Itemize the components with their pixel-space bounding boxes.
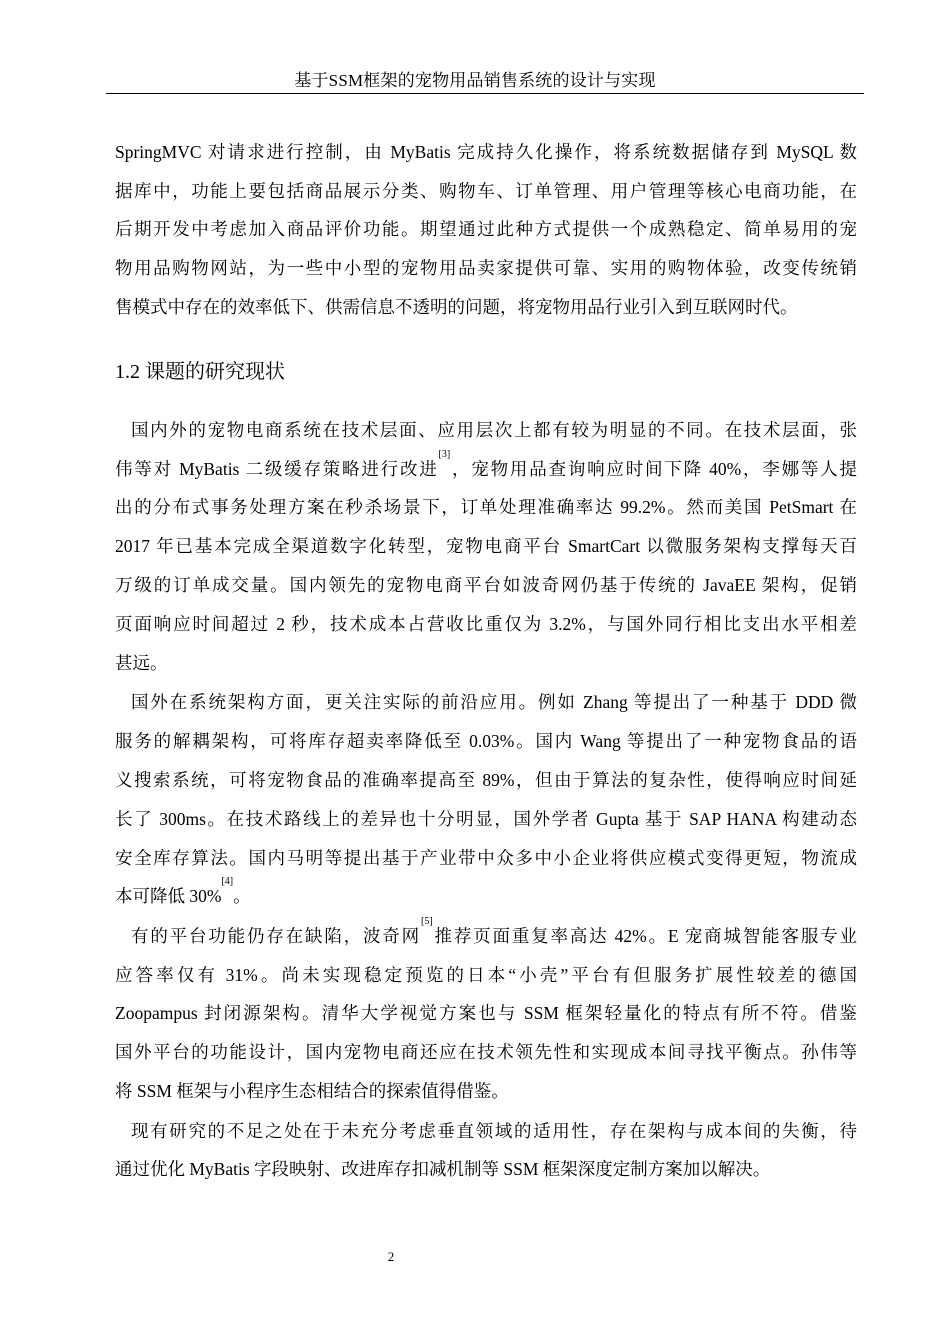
text-line: 通过优化 MyBatis 字段映射、改进库存扣减机制等 SSM 框架深度定制方案加以解决。 bbox=[115, 1159, 771, 1179]
text-line bbox=[115, 876, 857, 907]
text-line: Zoopampus 封闭源架构。清华大学视觉方案也与 SSM 框架轻量化的特点有所不符。借鉴 bbox=[115, 1003, 857, 1023]
text-line: 安全库存算法。国内马明等提出基于产业带中众多中小企业将供应模式变得更短，物流成 bbox=[115, 848, 857, 868]
text-line: 物用品购物网站，为一些中小型的宠物用品卖家提供可靠、实用的购物体验，改变传统销 bbox=[115, 258, 857, 278]
text-line: 现有研究的不足之处在于未充分考虑垂直领域的适用性，存在架构与成本间的失衡，待 bbox=[131, 1121, 857, 1141]
section-heading: 1.2 课题的研究现状 bbox=[115, 361, 285, 383]
text-line: 义搜索系统，可将宠物食品的准确率提高至 89%，但由于算法的复杂性，使得响应时间延 bbox=[115, 770, 857, 790]
text-line: SpringMVC 对请求进行控制，由 MyBatis 完成持久化操作，将系统数据储存到 MySQL 数 bbox=[115, 142, 857, 162]
page-number: 2 bbox=[387, 1249, 395, 1264]
text-line bbox=[131, 916, 857, 947]
text-line: 出的分布式事务处理方案在秒杀场景下，订单处理准确率达 99.2%。然而美国 PetSmart 在 bbox=[115, 497, 857, 517]
text-run: 本可降低 30% bbox=[115, 886, 222, 906]
text-line: 国外平台的功能设计，国内宠物电商还应在技术领先性和实现成本间寻找平衡点。孙伟等 bbox=[115, 1042, 857, 1062]
text-line: 后期开发中考虑加入商品评价功能。期望通过此种方式提供一个成熟稳定、简单易用的宠 bbox=[115, 219, 857, 239]
text-line: 国内外的宠物电商系统在技术层面、应用层次上都有较为明显的不同。在技术层面，张 bbox=[131, 420, 857, 440]
text-line: 售模式中存在的效率低下、供需信息不透明的问题，将宠物用品行业引入到互联网时代。 bbox=[115, 297, 798, 317]
text-run: 推荐页面重复率高达 42%。E 宠商城智能客服专业 bbox=[432, 926, 857, 946]
text-run: 伟等对 MyBatis 二级缓存策略进行改进 bbox=[115, 459, 439, 479]
running-header-title: 基于SSM框架的宠物用品销售系统的设计与实现 bbox=[294, 71, 656, 90]
text-line: 将 SSM 框架与小程序生态相结合的探索值得借鉴。 bbox=[115, 1081, 509, 1101]
text-line: 长了 300ms。在技术路线上的差异也十分明显，国外学者 Gupta 基于 SAP HANA 构建动态 bbox=[115, 809, 857, 829]
text-run: ，宠物用品查询响应时间下降 40%，李娜等人提 bbox=[450, 459, 857, 479]
text-line: 万级的订单成交量。国内领先的宠物电商平台如波奇网仍基于传统的 JavaEE 架构，促销 bbox=[115, 575, 857, 595]
citation-ref[interactable]: [5] bbox=[420, 916, 433, 927]
citation-ref[interactable]: [4] bbox=[221, 876, 234, 887]
text-line: 应答率仅有 31%。尚未实现稳定预览的日本“小壳”平台有但服务扩展性较差的德国 bbox=[115, 965, 857, 985]
text-line: 服务的解耦架构，可将库存超卖率降低至 0.03%。国内 Wang 等提出了一种宠物食品的语 bbox=[115, 731, 857, 751]
text-line: 据库中，功能上要包括商品展示分类、购物车、订单管理、用户管理等核心电商功能，在 bbox=[115, 181, 857, 201]
text-line: 页面响应时间超过 2 秒，技术成本占营收比重仅为 3.2%，与国外同行相比支出水平相差 bbox=[115, 614, 857, 634]
text-line bbox=[115, 449, 857, 480]
citation-ref[interactable]: [3] bbox=[438, 449, 451, 460]
text-run: 。 bbox=[233, 886, 251, 906]
header-divider bbox=[106, 93, 864, 94]
text-run: 有的平台功能仍存在缺陷，波奇网 bbox=[131, 926, 421, 946]
text-line: 2017 年已基本完成全渠道数字化转型，宠物电商平台 SmartCart 以微服务架构支撑每天百 bbox=[115, 536, 857, 556]
text-line: 甚远。 bbox=[115, 653, 168, 673]
text-line: 国外在系统架构方面，更关注实际的前沿应用。例如 Zhang 等提出了一种基于 DDD 微 bbox=[131, 692, 857, 712]
